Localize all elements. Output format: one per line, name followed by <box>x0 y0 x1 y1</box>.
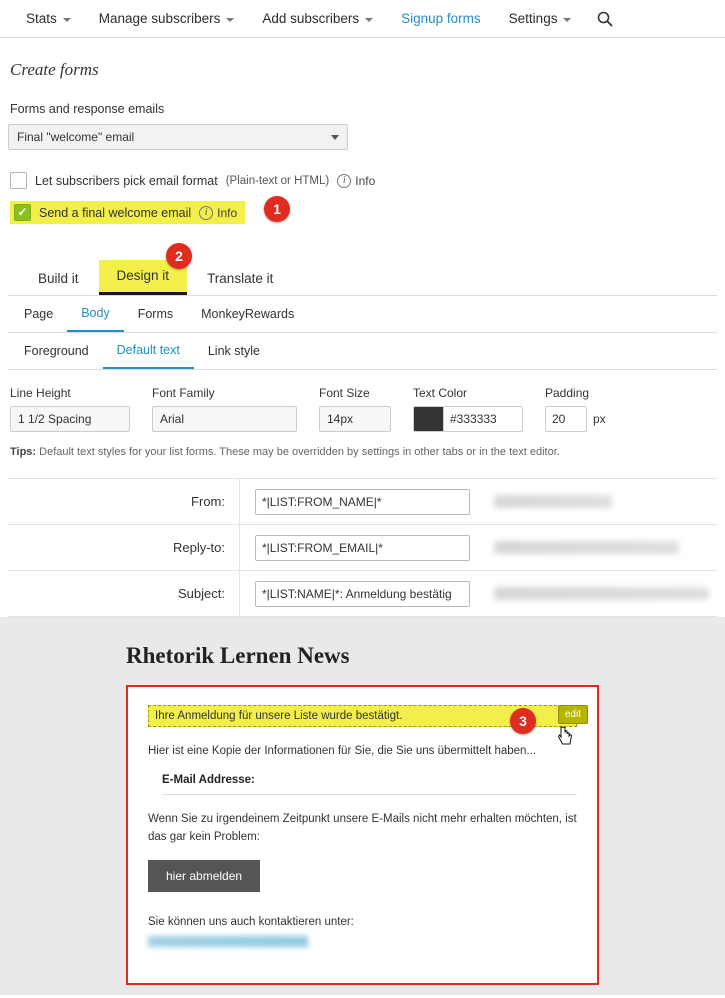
unsubscribe-button[interactable]: hier abmelden <box>148 860 260 892</box>
padding-label: Padding <box>545 386 590 400</box>
chevron-down-icon <box>226 18 234 22</box>
font-family-value: Arial <box>160 412 185 426</box>
tab-label: Body <box>81 306 110 320</box>
chevron-down-icon <box>63 18 71 22</box>
font-size-value: 14px <box>327 412 354 426</box>
nav-item-label: Manage subscribers <box>98 10 221 26</box>
nav-item-label: Settings <box>508 10 558 26</box>
subject-label: Subject: <box>8 571 240 617</box>
preview-title: Rhetorik Lernen News <box>126 643 350 668</box>
reply-to-redacted-value <box>494 541 679 554</box>
pick-format-option-row <box>8 172 717 189</box>
pick-format-checkbox[interactable] <box>10 172 27 189</box>
tab-body[interactable] <box>67 296 124 332</box>
search-icon[interactable] <box>597 11 613 27</box>
style-controls <box>8 386 717 432</box>
tab-label: Link style <box>207 344 260 358</box>
font-family-select[interactable] <box>152 406 297 432</box>
annotation-marker-1: 1 <box>264 196 290 222</box>
design-section-tabs <box>8 296 717 333</box>
padding-unit: px <box>593 412 606 426</box>
nav-item-add-subscribers[interactable] <box>248 0 387 38</box>
tab-monkeyrewards[interactable] <box>187 297 308 331</box>
annotation-marker-3: 3 <box>510 708 536 734</box>
nav-item-label: Stats <box>26 10 57 26</box>
forms-section-label: Forms and response emails <box>10 102 165 116</box>
info-copy-paragraph: Hier ist eine Kopie der Informationen für Sie, die Sie uns übermittelt haben... <box>148 745 537 757</box>
font-size-label: Font Size <box>319 386 370 400</box>
line-height-label: Line Height <box>10 386 71 400</box>
tips-prefix: Tips: <box>10 446 37 458</box>
text-color-swatch[interactable] <box>413 406 443 432</box>
font-size-control <box>319 386 391 432</box>
text-color-label: Text Color <box>413 386 468 400</box>
pick-format-label: Let subscribers pick email format <box>35 173 218 188</box>
font-family-label: Font Family <box>152 386 215 400</box>
send-final-welcome-checkbox[interactable]: ✓ <box>14 204 31 221</box>
annotation-marker-2: 2 <box>166 243 192 269</box>
reply-to-label: Reply-to: <box>8 525 240 571</box>
font-family-control <box>152 386 297 432</box>
line-height-select[interactable] <box>10 406 130 432</box>
mouse-cursor-icon <box>558 726 572 744</box>
nav-item-signup-forms[interactable] <box>387 0 495 38</box>
nav-item-stats[interactable] <box>12 0 85 38</box>
padding-control <box>545 386 606 432</box>
tab-label: Default text <box>116 343 180 357</box>
tab-page[interactable] <box>10 297 67 331</box>
table-row <box>8 571 717 617</box>
table-row <box>8 479 717 525</box>
email-fields-table <box>8 478 717 617</box>
email-preview <box>0 617 725 995</box>
body-style-tabs <box>8 333 717 370</box>
from-input[interactable] <box>255 489 470 515</box>
form-select-value: Final "welcome" email <box>17 130 135 144</box>
chevron-down-icon <box>331 135 339 140</box>
send-final-welcome-label: Send a final welcome email <box>39 205 192 220</box>
tab-label: Translate it <box>207 271 274 286</box>
info-label: Info <box>217 205 238 220</box>
edit-button[interactable]: edit <box>558 705 588 724</box>
text-color-input[interactable] <box>443 406 523 432</box>
contact-redacted-link <box>148 936 308 947</box>
main-tabs <box>8 260 717 296</box>
reply-to-input[interactable] <box>255 535 470 561</box>
nav-item-settings[interactable] <box>495 0 586 38</box>
email-address-label: E-Mail Addresse: <box>162 774 577 795</box>
table-row <box>8 525 717 571</box>
form-select[interactable] <box>8 124 348 150</box>
info-icon: i <box>199 206 213 220</box>
tab-label: Foreground <box>24 344 89 358</box>
tab-label: Forms <box>137 307 174 321</box>
tab-foreground[interactable] <box>10 334 103 368</box>
nav-item-label: Signup forms <box>401 10 481 26</box>
text-color-control <box>413 386 523 432</box>
font-size-select[interactable] <box>319 406 391 432</box>
confirmation-text: Ihre Anmeldung für unsere Liste wurde bestätigt. <box>155 710 403 722</box>
tab-label: MonkeyRewards <box>201 307 295 321</box>
chevron-down-icon <box>563 18 571 22</box>
tips-body: Default text styles for your list forms. These may be overridden by settings in other tabs or in the text editor. <box>36 446 560 458</box>
tab-label: Page <box>24 307 54 321</box>
tab-build-it[interactable] <box>20 263 97 295</box>
send-final-welcome-row <box>10 201 245 224</box>
nav-item-label: Add subscribers <box>262 10 360 26</box>
pick-format-hint: (Plain-text or HTML) <box>225 174 330 187</box>
send-final-info-button[interactable] <box>199 206 237 220</box>
info-icon: i <box>337 174 351 188</box>
line-height-value: 1 1/2 Spacing <box>18 412 92 426</box>
unsubscribe-paragraph: Wenn Sie zu irgendeinem Zeitpunkt unsere E-Mails nicht mehr erhalten möchten, ist das gar kein Problem: <box>148 813 577 843</box>
from-redacted-value <box>494 495 612 508</box>
subject-redacted-value <box>494 587 709 600</box>
subject-input[interactable] <box>255 581 470 607</box>
page-content <box>0 60 725 995</box>
line-height-control <box>10 386 130 432</box>
tab-label: Design it <box>116 268 170 283</box>
tab-forms[interactable] <box>124 297 187 331</box>
tips-text <box>8 446 717 458</box>
top-navigation <box>0 0 725 38</box>
pick-format-info-button[interactable] <box>337 174 375 188</box>
from-label: From: <box>8 479 240 525</box>
tab-link-style[interactable] <box>194 334 274 368</box>
contact-paragraph: Sie können uns auch kontaktieren unter: <box>148 915 354 928</box>
info-label: Info <box>355 173 376 188</box>
tab-translate-it[interactable] <box>189 263 291 295</box>
tab-default-text[interactable] <box>103 333 194 369</box>
tab-label: Build it <box>38 271 79 286</box>
page-title: Create forms <box>10 60 99 79</box>
nav-item-manage-subscribers[interactable] <box>85 0 249 38</box>
padding-input[interactable] <box>545 406 587 432</box>
chevron-down-icon <box>365 18 373 22</box>
